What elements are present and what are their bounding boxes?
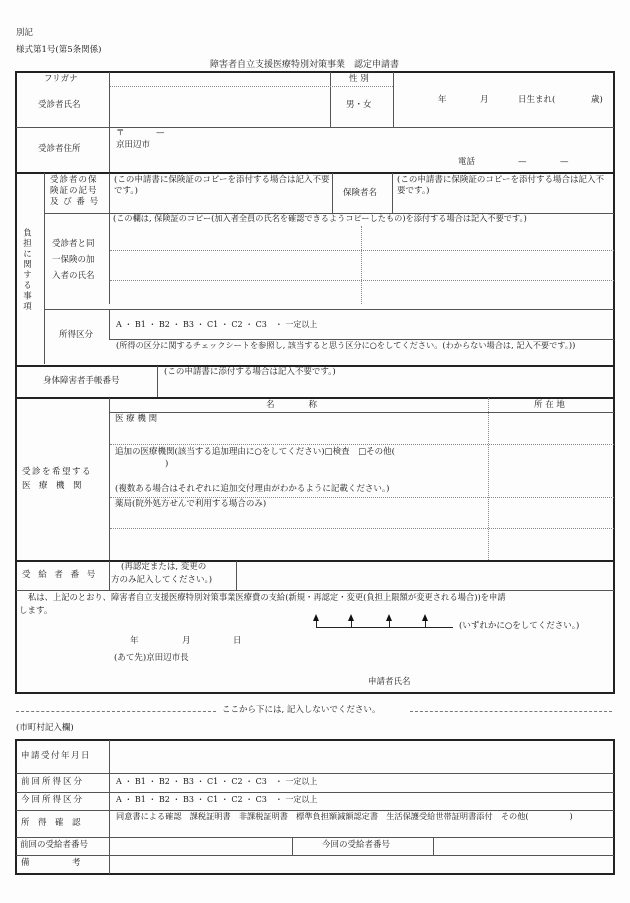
previous-recipient-input[interactable] — [112, 839, 290, 854]
current-income-label: 今回所得区分 — [21, 795, 85, 805]
received-date-input[interactable] — [112, 742, 612, 771]
phone-dash: — — [560, 157, 569, 167]
insurer-name-input[interactable] — [394, 198, 612, 212]
previous-income-label: 前回所得区分 — [21, 777, 85, 787]
divider — [109, 309, 110, 340]
furigana-label: フリガナ — [44, 74, 78, 84]
member-name-input[interactable] — [111, 227, 360, 249]
insurance-number-label: 及 び 番 号 — [50, 197, 100, 207]
divider — [110, 250, 614, 251]
divider — [110, 444, 614, 445]
arrow-stem — [316, 620, 317, 627]
remarks-input[interactable] — [112, 857, 612, 873]
furigana-input[interactable] — [111, 73, 328, 85]
current-recipient-label: 今回の受給者番号 — [322, 840, 391, 850]
divider — [109, 398, 110, 560]
birth-year-label: 年 — [438, 95, 447, 105]
income-label: 所得区分 — [59, 330, 94, 340]
members-note: (この欄は, 保険証のコピー(加入者全員の氏名を確認できるようコピーしたもの)を添付する場合は記入不要です。) — [113, 213, 527, 223]
member-name-input[interactable] — [363, 282, 612, 303]
divider — [109, 740, 110, 874]
addressee-text: (あて先)京田辺市長 — [114, 653, 189, 663]
insurance-number-note: (この申請書に保険証のコピーを添付する場合は記入不要です。) — [114, 175, 330, 197]
divider — [16, 773, 614, 774]
arrow-up-icon — [313, 614, 319, 621]
divider — [393, 72, 394, 127]
divider — [109, 561, 110, 590]
insurance-number-input[interactable] — [111, 198, 331, 212]
sex-label: 性 別 — [349, 74, 369, 84]
members-label: 入者の氏名 — [52, 271, 95, 281]
office-section-label: (市町村記入欄) — [16, 723, 74, 733]
divider — [16, 855, 614, 856]
arrow-stem — [389, 620, 390, 627]
age-label: 歳) — [591, 95, 603, 105]
insurer-note: (この申請書に保険証のコピーを添付する場合は記入不要です。) — [397, 175, 604, 197]
arrow-up-icon — [386, 614, 392, 621]
birth-month-label: 月 — [480, 95, 489, 105]
divider — [236, 561, 237, 590]
previous-recipient-label: 前回の受給者番号 — [20, 840, 89, 850]
divider — [45, 309, 614, 310]
postal-dash: — — [156, 128, 165, 138]
previous-income-options[interactable]: A ・ B1 ・ B2 ・ B3 ・ C1 ・ C2 ・ C3 ・ 一定以上 — [116, 777, 318, 786]
insurance-number-label: 険証の記号 — [50, 186, 98, 196]
additional-institution-label: 追加の医療機関(該当する追加理由に○をしてください)□検査 □その他( — [115, 447, 395, 457]
name-input[interactable] — [111, 88, 328, 125]
medical-institution-label: 医 療 機 関 — [115, 414, 158, 424]
divider — [109, 173, 110, 304]
disability-handbook-input[interactable] — [160, 380, 612, 396]
additional-institution-note: (複数ある場合はそれぞれに追加交付理由がわかるように記載ください。) — [115, 484, 390, 494]
phone-label: 電話 — [458, 157, 476, 167]
divider — [433, 837, 434, 855]
cut-line — [16, 711, 216, 712]
recipient-number-note: (再認定または, 変更の — [121, 562, 207, 572]
name-label: 受診者氏名 — [38, 100, 81, 110]
circle-instruction: (いずれかに○をしてください。) — [459, 621, 580, 631]
remarks-label: 備 考 — [21, 858, 81, 868]
divider — [16, 397, 614, 399]
additional-institution-location-input[interactable] — [490, 446, 612, 496]
divider — [110, 497, 614, 498]
divider — [16, 837, 614, 838]
arrow-stem — [425, 620, 426, 627]
divider — [361, 226, 362, 304]
insurer-label: 保険者名 — [343, 188, 378, 198]
arrow-connector-line — [316, 627, 453, 628]
divider — [292, 837, 293, 855]
furigana-divider — [110, 86, 393, 87]
divider — [16, 172, 614, 174]
institutions-label: 医 療 機 関 — [22, 481, 82, 491]
divider — [44, 173, 45, 364]
medical-institution-location-input[interactable] — [490, 414, 612, 443]
date-month-label: 月 — [182, 636, 191, 646]
received-date-label: 申請受付年月日 — [21, 751, 92, 761]
declaration-text: 私は、上記のとおり、障害者自立支援医療特別対策事業医療費の支給(新規・再認定・変更(負担上限額が変更される場合))を申請 — [28, 592, 506, 602]
members-label: 受診者と同 — [52, 239, 95, 249]
medical-institution-name-input[interactable] — [111, 426, 486, 443]
declaration-text: します。 — [19, 606, 53, 616]
birth-day-label: 日生まれ( — [518, 95, 556, 105]
burden-section-label: 負担に関する事項 — [21, 228, 32, 312]
disability-handbook-note: (この申請書に添付する場合は記入不要です。) — [164, 367, 336, 377]
divider — [110, 528, 614, 529]
divider — [16, 590, 614, 591]
column-name-header: 名 称 — [266, 400, 318, 410]
income-options[interactable]: A ・ B1 ・ B2 ・ B3 ・ C1 ・ C2 ・ C3 ・ 一定以上 — [116, 320, 318, 329]
recipient-number-input[interactable] — [239, 562, 612, 589]
income-note: (所得の区分に関するチェックシートを参照し, 該当すると思う区分に○をしてください。(わからない場合は, 記入不要です。)) — [116, 340, 576, 350]
member-name-input[interactable] — [363, 227, 612, 249]
address-input[interactable] — [130, 128, 530, 156]
arrow-up-icon — [348, 614, 354, 621]
divider — [110, 412, 614, 413]
address-label: 受診者住所 — [38, 144, 81, 154]
extra-location-input[interactable] — [490, 530, 612, 559]
income-check-options[interactable]: 同意書による確認 課税証明書 非課税証明書 標準負担額減額認定書 生活保護受給世帯証明書添付 その他( ) — [116, 811, 573, 821]
current-income-options[interactable]: A ・ B1 ・ B2 ・ B3 ・ C1 ・ C2 ・ C3 ・ 一定以上 — [116, 795, 318, 804]
insurance-number-label: 受診者の保 — [50, 175, 98, 185]
page-title: 障害者自立支援医療特別対策事業 認定申請書 — [210, 60, 400, 70]
pharmacy-label: 薬局(院外処方せんで利用する場合のみ) — [115, 499, 267, 509]
institutions-label: 受診を希望する — [22, 467, 93, 477]
members-label: 一保険の加 — [52, 255, 95, 265]
arrow-stem — [351, 620, 352, 627]
recipient-number-note: 方のみ記入してください。) — [111, 575, 213, 585]
cut-line — [410, 711, 612, 712]
arrow-up-icon — [422, 614, 428, 621]
pharmacy-name-input[interactable] — [111, 511, 486, 527]
divider — [157, 366, 158, 397]
divider — [488, 398, 489, 560]
extra-name-input[interactable] — [111, 530, 486, 559]
divider — [392, 173, 393, 213]
member-name-input[interactable] — [111, 282, 360, 303]
sex-options[interactable]: 男・女 — [346, 100, 372, 110]
disability-handbook-label: 身体障害者手帳番号 — [43, 376, 120, 386]
current-recipient-input[interactable] — [436, 839, 612, 854]
cut-line-text: ここから下には, 記入しないでください。 — [222, 705, 381, 715]
signature-input[interactable] — [420, 672, 610, 690]
form-number: 様式第1号(第5条関係) — [16, 45, 102, 55]
divider — [330, 72, 331, 127]
phone-dash: — — [518, 157, 527, 167]
date-year-label: 年 — [130, 636, 139, 646]
divider — [110, 280, 614, 281]
member-name-input[interactable] — [111, 252, 360, 279]
date-day-label: 日 — [233, 636, 242, 646]
postal-mark: 〒 — [116, 128, 125, 138]
city-text: 京田辺市 — [116, 140, 151, 150]
divider — [16, 792, 614, 793]
divider — [109, 72, 110, 172]
income-check-label: 所 得 確 認 — [21, 818, 81, 828]
additional-close-paren: ) — [165, 459, 169, 469]
appendix-label: 別記 — [16, 28, 34, 38]
signature-label: 申請者氏名 — [368, 677, 411, 687]
recipient-number-label: 受 給 者 番 号 — [22, 570, 98, 580]
column-location-header: 所 在 地 — [534, 400, 565, 410]
pharmacy-location-input[interactable] — [490, 499, 612, 527]
divider — [332, 173, 333, 213]
member-name-input[interactable] — [363, 252, 612, 279]
